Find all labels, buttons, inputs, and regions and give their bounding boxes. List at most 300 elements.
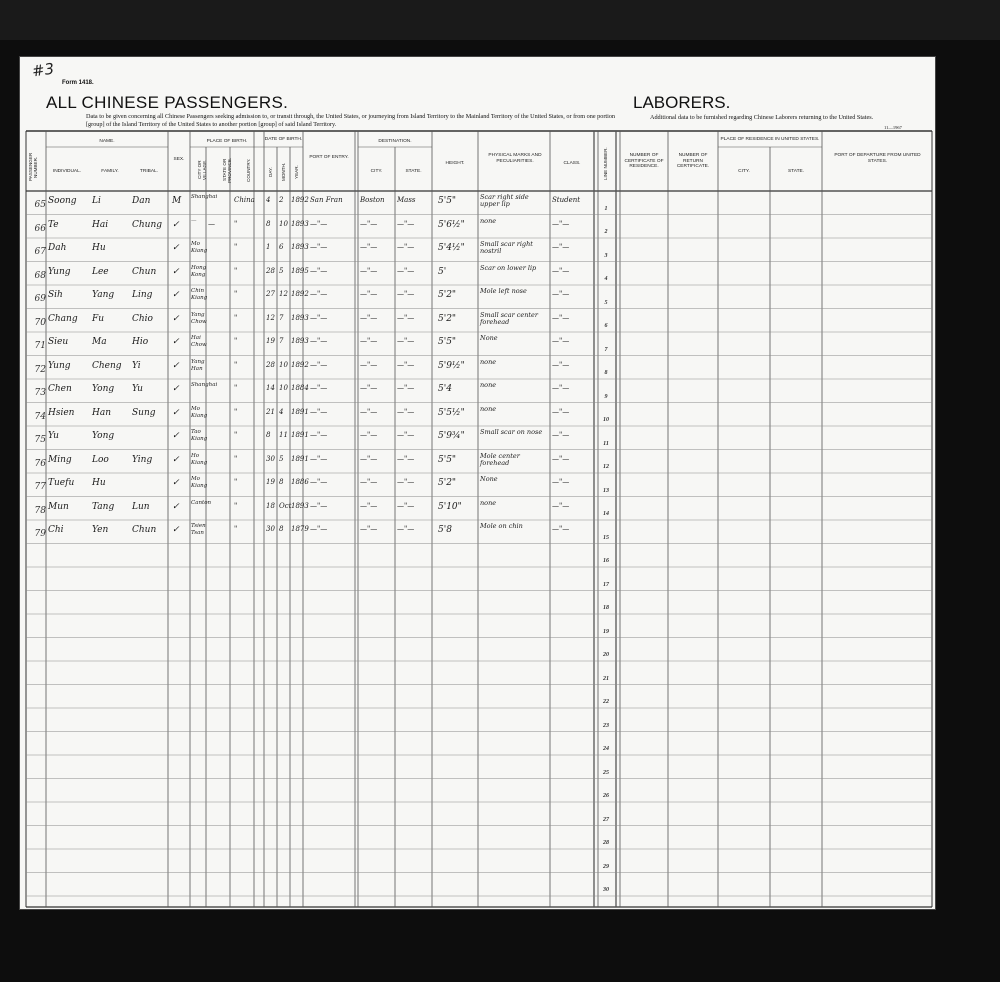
- passenger-sex: M: [172, 196, 182, 206]
- passenger-destination-city: —"—: [360, 290, 378, 298]
- passenger-birth-month: 7: [279, 337, 284, 345]
- passenger-number: 65: [34, 200, 46, 210]
- passenger-number: 72: [34, 364, 46, 375]
- passenger-height: 5'4½": [438, 243, 465, 253]
- passenger-port-of-entry: —"—: [310, 219, 328, 228]
- header-year: YEAR.: [294, 165, 299, 179]
- passenger-birth-month: 10: [279, 219, 288, 228]
- passenger-tribal-name: Dan: [132, 196, 151, 206]
- passenger-height: 5'5": [438, 196, 457, 206]
- passenger-sex: ✓: [172, 384, 180, 394]
- line-number: 3: [604, 252, 608, 259]
- line-number: 1: [604, 205, 608, 212]
- passenger-port-of-entry: —"—: [310, 313, 328, 322]
- line-number: 16: [603, 558, 609, 564]
- passenger-birth-day: 19: [266, 478, 275, 486]
- header-line-number: LINE NUMBER.: [603, 147, 608, 181]
- passenger-birth-day: 19: [266, 337, 275, 345]
- instructions-left: Data to be given concerning all Chinese Passengers seeking admission to, or transit through, the United States, or journeying from Island Territory to the Mainland Territory of the United States, or from one portion [group] of the Island Territory of the United States to another portion [group] of said Island Territory.: [86, 113, 616, 128]
- passenger-birth-day: 1: [266, 243, 271, 251]
- header-residence-us: PLACE OF RESIDENCE IN UNITED STATES.: [720, 137, 820, 142]
- passenger-birth-country: ": [234, 219, 238, 228]
- line-number: 27: [603, 816, 609, 823]
- passenger-destination-city: Boston: [360, 196, 385, 204]
- passenger-tribal-name: Ying: [132, 454, 153, 465]
- passenger-birth-country: ": [234, 431, 238, 439]
- passenger-height: 5'2": [438, 313, 457, 324]
- passenger-tribal-name: Sung: [132, 407, 156, 418]
- passenger-height: 5'9¾": [438, 431, 465, 441]
- passenger-physical-marks: none: [480, 381, 497, 389]
- line-number: 7: [604, 346, 608, 353]
- passenger-birth-year: 1884: [291, 384, 309, 392]
- line-number: 20: [603, 652, 609, 658]
- line-number: 23: [603, 722, 609, 729]
- passenger-family-name: Loo: [92, 454, 109, 465]
- line-number: 5: [604, 299, 608, 306]
- passenger-number: 74: [34, 411, 46, 422]
- passenger-destination-state: —"—: [397, 525, 415, 533]
- passenger-birth-country: ": [234, 337, 238, 345]
- passenger-birth-month: 2: [279, 196, 284, 204]
- passenger-birth-country: ": [234, 360, 238, 369]
- passenger-number: 69: [34, 294, 46, 304]
- line-number: 14: [603, 511, 609, 517]
- passenger-destination-city: —"—: [360, 360, 378, 369]
- passenger-birth-year: 1891: [291, 407, 309, 416]
- passenger-family-name: Tang: [92, 501, 115, 512]
- passenger-birth-day: 8: [266, 431, 271, 439]
- passenger-destination-state: —"—: [397, 219, 415, 228]
- header-port-of-entry: PORT OF ENTRY.: [309, 155, 349, 160]
- passenger-birth-country: ": [234, 384, 238, 392]
- passenger-number: 76: [34, 458, 46, 469]
- passenger-individual-name: Chi: [48, 525, 64, 535]
- passenger-birth-city: Shanghai: [191, 382, 218, 388]
- header-name: NAME.: [99, 139, 115, 144]
- passenger-birth-year: 1893: [291, 219, 309, 228]
- passenger-class: —"—: [552, 219, 570, 228]
- passenger-family-name: Yong: [92, 384, 115, 394]
- passenger-physical-marks: Mole on chin: [480, 522, 523, 530]
- passenger-birth-day: 27: [266, 290, 275, 298]
- passenger-destination-city: —"—: [360, 219, 378, 228]
- passenger-physical-marks: None: [480, 334, 498, 342]
- passenger-birth-country: ": [234, 478, 238, 486]
- passenger-birth-day: 30: [266, 454, 275, 463]
- header-city-or-village: CITY OR VILLAGE.: [197, 159, 207, 181]
- line-number: 8: [604, 370, 608, 376]
- passenger-individual-name: Mun: [48, 501, 69, 512]
- passenger-birth-year: 1891: [291, 454, 309, 463]
- passenger-class: —"—: [552, 313, 570, 322]
- passenger-birth-city: Mo Kiang: [191, 476, 208, 489]
- passenger-height: 5'5": [438, 337, 457, 347]
- passenger-class: Student: [552, 196, 581, 204]
- passenger-physical-marks: none: [480, 216, 497, 225]
- passenger-sex: ✓: [172, 407, 180, 418]
- passenger-port-of-entry: —"—: [310, 407, 328, 416]
- passenger-class: —"—: [552, 525, 570, 533]
- passenger-birth-city: Canton: [191, 499, 212, 506]
- passenger-birth-city: Hong Kong: [191, 264, 207, 278]
- passenger-port-of-entry: —"—: [310, 501, 328, 510]
- passenger-tribal-name: Chung: [132, 219, 163, 230]
- passenger-height: 5'8: [438, 525, 452, 535]
- passenger-birth-year: 1892: [291, 290, 309, 298]
- header-cert-residence: NUMBER OF CERTIFICATE OF RESIDENCE.: [624, 153, 664, 170]
- passenger-physical-marks: Small scar on nose: [480, 428, 543, 436]
- passenger-destination-city: —"—: [360, 243, 378, 251]
- header-destination: DESTINATION.: [378, 139, 412, 144]
- form-number: Form 1418.: [62, 80, 94, 86]
- passenger-birth-year: 1892: [291, 196, 309, 204]
- passenger-sex: ✓: [172, 337, 180, 347]
- header-sex: SEX.: [173, 157, 185, 162]
- header-dest-state: STATE.: [405, 169, 422, 174]
- passenger-class: —"—: [552, 290, 570, 298]
- passenger-destination-state: —"—: [397, 266, 415, 275]
- passenger-birth-country: ": [234, 243, 238, 251]
- passenger-birth-day: 28: [266, 360, 275, 369]
- line-number: 4: [604, 276, 608, 282]
- passenger-birth-country: ": [234, 501, 238, 510]
- passenger-port-of-entry: —"—: [310, 525, 328, 533]
- passenger-destination-state: —"—: [397, 243, 415, 251]
- passenger-number: 75: [34, 435, 46, 445]
- line-number: 12: [603, 464, 609, 470]
- passenger-destination-city: —"—: [360, 501, 378, 510]
- passenger-port-of-entry: —"—: [310, 384, 328, 392]
- passenger-number: 71: [34, 341, 46, 351]
- passenger-family-name: Li: [92, 196, 101, 206]
- passenger-birth-city: Mo Kiang: [191, 241, 208, 254]
- passenger-birth-month: 10: [279, 360, 288, 369]
- passenger-number: 66: [34, 223, 46, 234]
- passenger-sex: ✓: [172, 525, 180, 535]
- passenger-class: —"—: [552, 360, 570, 369]
- instructions-right: Additional data to be furnished regarding Chinese Laborers returning to the United States.: [650, 114, 874, 121]
- passenger-family-name: Fu: [92, 313, 105, 324]
- passenger-birth-day: 4: [266, 196, 271, 204]
- passenger-class: —"—: [552, 243, 570, 251]
- passenger-destination-state: —"—: [397, 384, 415, 392]
- passenger-birth-year: 1886: [291, 478, 309, 486]
- line-number: 6: [604, 323, 608, 329]
- passenger-number: 70: [34, 317, 46, 328]
- passenger-birth-city: Yang Han: [191, 358, 205, 372]
- header-month: MONTH.: [281, 162, 286, 182]
- passenger-family-name: Hai: [92, 219, 109, 230]
- passenger-birth-year: 1893: [291, 501, 309, 510]
- passenger-birth-country: ": [234, 525, 238, 533]
- passenger-birth-city: Tsien Tsan: [191, 523, 206, 536]
- header-dest-city: CITY.: [370, 169, 383, 174]
- title-laborers: LABORERS.: [633, 93, 731, 112]
- header-physical-marks: PHYSICAL MARKS AND PECULIARITIES.: [488, 153, 542, 164]
- sheet-number: #3: [30, 59, 56, 81]
- passenger-number: 67: [34, 247, 46, 257]
- passenger-destination-city: —"—: [360, 431, 378, 439]
- passenger-number: 79: [34, 529, 46, 539]
- passenger-sex: ✓: [172, 454, 180, 465]
- passenger-destination-state: —"—: [397, 407, 415, 416]
- passenger-destination-city: —"—: [360, 478, 378, 486]
- header-class: CLASS.: [563, 161, 581, 166]
- passenger-physical-marks: none: [480, 404, 497, 413]
- passenger-destination-city: —"—: [360, 337, 378, 345]
- passenger-port-of-entry: —"—: [310, 478, 328, 486]
- passenger-birth-city: Tao Kiang: [191, 429, 208, 442]
- passenger-destination-city: —"—: [360, 384, 378, 392]
- passenger-birth-day: 8: [266, 219, 271, 228]
- passenger-number: 73: [34, 388, 46, 398]
- passenger-destination-city: —"—: [360, 454, 378, 463]
- passenger-birth-year: 1893: [291, 337, 309, 345]
- passenger-birth-country: ": [234, 266, 238, 275]
- passenger-height: 5'2": [438, 478, 457, 488]
- passenger-number: 78: [34, 505, 46, 516]
- passenger-birth-year: 1891: [291, 431, 309, 439]
- passenger-birth-year: 1895: [291, 266, 309, 275]
- passenger-sex: ✓: [172, 243, 180, 253]
- passenger-class: —"—: [552, 384, 570, 392]
- passenger-height: 5'6½": [438, 219, 465, 230]
- header-state-or-province: STATE OR PROVINCE.: [222, 157, 232, 183]
- passenger-individual-name: Sieu: [48, 337, 69, 347]
- passenger-tribal-name: Chun: [132, 266, 157, 277]
- passenger-sex: ✓: [172, 266, 180, 277]
- passenger-birth-country: ": [234, 290, 238, 298]
- passenger-port-of-entry: —"—: [310, 454, 328, 463]
- passenger-destination-state: —"—: [397, 290, 415, 298]
- passenger-birth-month: 5: [279, 454, 284, 463]
- passenger-number: 68: [34, 270, 46, 281]
- passenger-family-name: Yen: [92, 525, 109, 535]
- line-number: 18: [603, 605, 609, 611]
- passenger-port-of-entry: —"—: [310, 337, 328, 345]
- passenger-physical-marks: Scar on lower lip: [480, 263, 537, 272]
- passenger-tribal-name: Lun: [132, 501, 150, 512]
- passenger-birth-city: Ho Kiang: [191, 452, 208, 466]
- passenger-birth-year: 1893: [291, 243, 309, 251]
- header-tribal: TRIBAL.: [139, 169, 159, 174]
- passenger-physical-marks: Small scar center forehead: [480, 310, 538, 326]
- passenger-family-name: Han: [92, 407, 112, 418]
- passenger-birth-country: ": [234, 313, 238, 322]
- passenger-destination-state: —"—: [397, 360, 415, 369]
- line-number: 9: [604, 393, 608, 400]
- passenger-destination-city: —"—: [360, 525, 378, 533]
- passenger-birth-month: 12: [279, 290, 288, 298]
- passenger-birth-year: 1879: [291, 525, 309, 533]
- header-day: DAY.: [268, 167, 273, 177]
- passenger-physical-marks: Small scar right nostril: [480, 240, 533, 255]
- passenger-sex: ✓: [172, 431, 180, 441]
- passenger-birth-city: —: [191, 217, 197, 224]
- passenger-birth-month: 4: [279, 407, 284, 416]
- header-country: COUNTRY.: [246, 158, 251, 182]
- passenger-birth-city: Hai Chow: [191, 335, 207, 348]
- manifest-sheet: [20, 57, 935, 909]
- film-border-top: [0, 0, 1000, 40]
- line-number: 13: [603, 487, 609, 494]
- passenger-number: 77: [34, 482, 46, 492]
- passenger-birth-country: ": [234, 407, 238, 416]
- passenger-birth-year: 1892: [291, 360, 309, 369]
- passenger-individual-name: Sih: [48, 290, 63, 300]
- passenger-individual-name: Tuefu: [48, 478, 75, 488]
- passenger-family-name: Hu: [92, 478, 106, 488]
- passenger-birth-city: Mo Kiang: [191, 405, 208, 419]
- line-number: 26: [603, 793, 609, 799]
- header-res-city: CITY.: [738, 169, 750, 174]
- passenger-tribal-name: Chun: [132, 525, 157, 535]
- line-number: 22: [603, 699, 609, 705]
- passenger-birth-month: 6: [279, 243, 284, 251]
- passenger-physical-marks: none: [480, 357, 497, 366]
- passenger-sex: ✓: [172, 360, 180, 371]
- passenger-class: —"—: [552, 407, 570, 416]
- passenger-birth-day: 28: [266, 266, 275, 275]
- header-return-cert: NUMBER OF RETURN CERTIFICATE.: [676, 153, 710, 170]
- passenger-class: —"—: [552, 266, 570, 275]
- passenger-family-name: Ma: [92, 337, 107, 347]
- passenger-physical-marks: none: [480, 498, 497, 507]
- header-date-of-birth: DATE OF BIRTH.: [264, 137, 303, 142]
- passenger-individual-name: Yu: [48, 431, 59, 441]
- passenger-family-name: Yong: [92, 431, 115, 441]
- passenger-individual-name: Hsien: [48, 407, 75, 418]
- passenger-destination-state: —"—: [397, 431, 415, 439]
- passenger-family-name: Hu: [92, 243, 106, 253]
- passenger-individual-name: Soong: [48, 196, 77, 206]
- line-number: 10: [603, 417, 609, 423]
- passenger-sex: ✓: [172, 219, 180, 230]
- passenger-port-of-entry: San Fran: [310, 196, 343, 204]
- passenger-port-of-entry: —"—: [310, 243, 328, 251]
- passenger-individual-name: Chen: [48, 384, 72, 394]
- passenger-birth-day: 30: [266, 525, 275, 533]
- passenger-individual-name: Dah: [48, 243, 67, 253]
- passenger-tribal-name: Ling: [132, 290, 153, 300]
- passenger-family-name: Cheng: [92, 360, 122, 371]
- passenger-height: 5'2": [438, 290, 457, 300]
- passenger-class: —"—: [552, 501, 570, 510]
- header-family: FAMILY.: [101, 169, 119, 174]
- passenger-destination-city: —"—: [360, 266, 378, 275]
- header-height: HEIGHT.: [445, 161, 465, 166]
- passenger-height: 5'10": [438, 501, 462, 512]
- passenger-port-of-entry: —"—: [310, 266, 328, 275]
- passenger-destination-state: —"—: [397, 454, 415, 463]
- passenger-individual-name: Yung: [48, 360, 71, 371]
- line-number: 28: [603, 840, 609, 846]
- passenger-height: 5'9½": [438, 360, 465, 371]
- passenger-birth-month: 5: [279, 266, 284, 275]
- passenger-sex: ✓: [172, 478, 180, 488]
- passenger-height: 5'5": [438, 454, 457, 465]
- passenger-birth-year: 1893: [291, 313, 309, 322]
- line-number: 19: [603, 628, 609, 635]
- passenger-individual-name: Yung: [48, 266, 71, 277]
- passenger-destination-city: —"—: [360, 313, 378, 322]
- passenger-family-name: Yang: [92, 290, 115, 300]
- passenger-destination-state: —"—: [397, 313, 415, 322]
- passenger-destination-state: —"—: [397, 501, 415, 510]
- passenger-port-of-entry: —"—: [310, 360, 328, 369]
- passenger-height: 5'4: [438, 384, 452, 394]
- passenger-sex: ✓: [172, 313, 180, 324]
- passenger-class: —"—: [552, 431, 570, 439]
- header-place-of-birth: PLACE OF BIRTH.: [206, 139, 248, 144]
- passenger-tribal-name: Yu: [132, 384, 143, 394]
- passenger-birth-day: 21: [266, 407, 275, 416]
- passenger-destination-state: —"—: [397, 478, 415, 486]
- passenger-individual-name: Te: [48, 219, 59, 230]
- passenger-birth-city: Shanghai: [191, 194, 218, 200]
- line-number: 11: [603, 440, 609, 447]
- passenger-birth-city: Yang Chow: [191, 311, 207, 325]
- passenger-destination-city: —"—: [360, 407, 378, 416]
- header-passenger-number: PASSENGER NUMBER.: [28, 152, 38, 182]
- passenger-family-name: Lee: [92, 266, 109, 277]
- passenger-birth-city: Chin Kiang: [191, 288, 208, 301]
- passenger-class: —"—: [552, 337, 570, 345]
- line-number: 17: [603, 581, 609, 588]
- passenger-birth-month: 11: [279, 431, 288, 439]
- passenger-destination-state: —"—: [397, 337, 415, 345]
- passenger-physical-marks: Scar right side upper lip: [480, 193, 529, 208]
- passenger-sex: ✓: [172, 501, 180, 512]
- line-number: 15: [603, 534, 609, 541]
- passenger-birth-month: 7: [279, 313, 284, 322]
- passenger-tribal-name: Yi: [132, 360, 141, 371]
- passenger-birth-month: 8: [279, 525, 284, 533]
- passenger-birth-day: 14: [266, 384, 275, 392]
- passenger-tribal-name: Hio: [132, 337, 149, 347]
- passenger-birth-country: ": [234, 454, 238, 463]
- passenger-port-of-entry: —"—: [310, 431, 328, 439]
- line-number: 25: [603, 769, 609, 776]
- line-number: 29: [603, 863, 609, 870]
- line-number: 2: [604, 229, 608, 235]
- line-number: 24: [603, 746, 609, 752]
- passenger-tribal-name: Chio: [132, 313, 153, 324]
- passenger-birth-state: —: [208, 219, 215, 228]
- header-individual: INDIVIDUAL.: [52, 169, 82, 174]
- passenger-sex: ✓: [172, 290, 180, 300]
- line-number: 30: [603, 887, 609, 893]
- passenger-height: 5'5½": [438, 407, 465, 418]
- title-all-chinese-passengers: ALL CHINESE PASSENGERS.: [46, 93, 289, 112]
- passenger-individual-name: Chang: [48, 313, 78, 324]
- passenger-height: 5': [438, 266, 447, 277]
- passenger-birth-day: 12: [266, 313, 275, 322]
- form-code: 11—1967: [884, 125, 902, 130]
- passenger-class: —"—: [552, 454, 570, 463]
- passenger-individual-name: Ming: [48, 454, 72, 465]
- passenger-birth-day: 18: [266, 501, 275, 510]
- passenger-class: —"—: [552, 478, 570, 486]
- passenger-birth-month: 8: [279, 478, 284, 486]
- ruled-grid: [20, 57, 935, 909]
- line-number: 21: [603, 675, 609, 682]
- header-port-departure: PORT OF DEPARTURE FROM UNITED STATES.: [834, 153, 921, 164]
- passenger-birth-month: 10: [279, 384, 288, 392]
- passenger-physical-marks: None: [480, 475, 498, 483]
- passenger-birth-month: Oct: [279, 501, 292, 510]
